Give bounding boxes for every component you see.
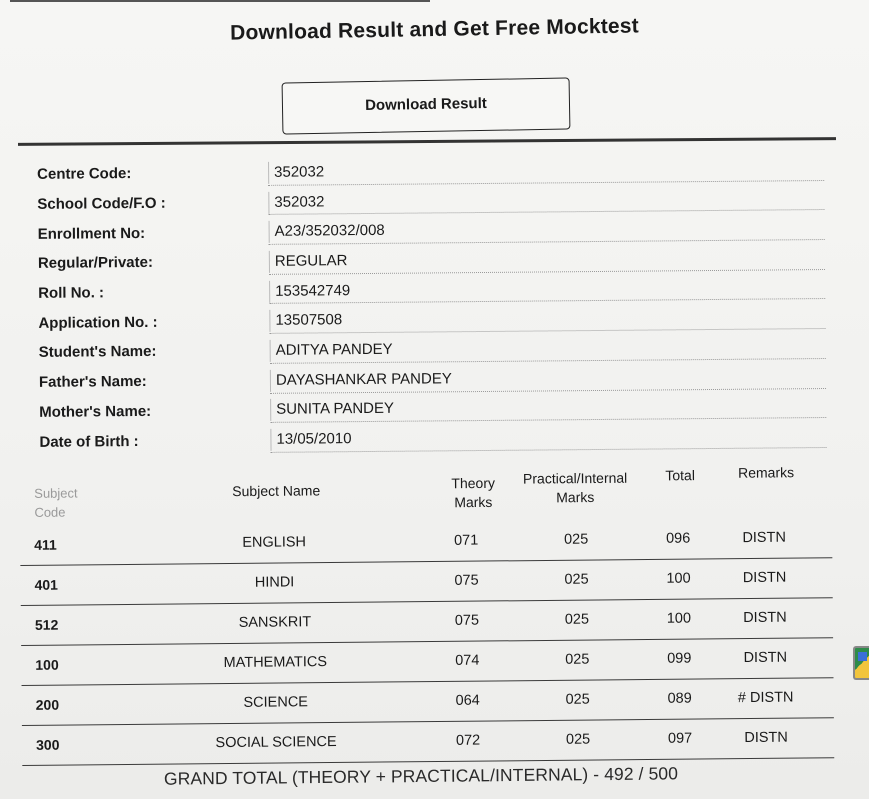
theory-marks: 075 bbox=[454, 572, 479, 589]
theory-marks: 071 bbox=[453, 532, 479, 549]
subject-code: 401 bbox=[34, 576, 59, 593]
header-subject-code bbox=[34, 483, 78, 521]
download-result-button[interactable]: Download Result bbox=[282, 77, 571, 134]
subject-code: 411 bbox=[34, 536, 57, 553]
header-text: Subject bbox=[34, 485, 78, 501]
subject-code: 300 bbox=[36, 736, 60, 753]
detail-label: Father's Name: bbox=[38, 373, 147, 392]
subject-code: 100 bbox=[35, 656, 59, 673]
table-row bbox=[22, 718, 834, 766]
subject-name: MATHEMATICS bbox=[223, 654, 328, 672]
header-text: Marks bbox=[556, 488, 595, 506]
theory-marks: 074 bbox=[455, 652, 480, 669]
header-text: Practical/Internal bbox=[522, 469, 628, 487]
detail-value: DAYASHANKAR PANDEY bbox=[270, 368, 452, 392]
theory-marks: 072 bbox=[455, 732, 481, 749]
page-title: Download Result and Get Free Mocktest bbox=[229, 14, 640, 45]
marks-table-header bbox=[20, 459, 832, 522]
detail-value: SUNITA PANDEY bbox=[270, 398, 394, 421]
practical-marks: 025 bbox=[565, 731, 591, 748]
detail-value: 352032 bbox=[268, 191, 324, 213]
practical-marks: 025 bbox=[565, 651, 590, 668]
header-practical-marks bbox=[510, 469, 640, 508]
total-marks: 099 bbox=[667, 650, 692, 667]
header-theory-marks bbox=[438, 474, 508, 513]
subject-code: 512 bbox=[34, 616, 59, 633]
top-divider bbox=[10, 0, 430, 2]
detail-value: ADITYA PANDEY bbox=[270, 339, 393, 362]
detail-label: Mother's Name: bbox=[39, 402, 152, 421]
student-details bbox=[24, 153, 827, 457]
total-marks: 089 bbox=[667, 690, 692, 707]
detail-label: Roll No. : bbox=[38, 284, 105, 302]
remarks: # DISTN bbox=[737, 689, 794, 707]
header-text: Theory bbox=[451, 474, 496, 492]
detail-label: Centre Code: bbox=[37, 165, 132, 184]
practical-marks: 025 bbox=[564, 571, 589, 588]
detail-label: Regular/Private: bbox=[37, 254, 154, 273]
detail-label: School Code/F.O : bbox=[37, 194, 166, 213]
detail-value: 13/05/2010 bbox=[270, 428, 351, 451]
app-shortcut-icon[interactable] bbox=[853, 646, 869, 680]
remarks: DISTN bbox=[744, 729, 788, 747]
theory-marks: 064 bbox=[455, 692, 480, 709]
practical-marks: 025 bbox=[564, 611, 590, 628]
header-text: Code bbox=[34, 504, 66, 520]
subject-name: HINDI bbox=[254, 574, 295, 591]
detail-value: 352032 bbox=[268, 161, 324, 183]
detail-label: Enrollment No: bbox=[37, 224, 146, 243]
practical-marks: 025 bbox=[565, 691, 590, 708]
detail-row bbox=[26, 420, 826, 457]
subject-name: SANSKRIT bbox=[238, 614, 312, 631]
subject-code: 200 bbox=[35, 696, 60, 713]
detail-value: A23/352032/008 bbox=[269, 220, 385, 243]
total-marks: 100 bbox=[666, 610, 692, 627]
subject-name: SOCIAL SCIENCE bbox=[215, 733, 337, 752]
practical-marks: 025 bbox=[563, 531, 589, 548]
subject-name: SCIENCE bbox=[243, 694, 309, 711]
header-remarks: Remarks bbox=[738, 464, 795, 481]
detail-value: REGULAR bbox=[269, 250, 348, 273]
remarks: DISTN bbox=[742, 529, 786, 547]
detail-label: Application No. : bbox=[38, 313, 158, 332]
remarks: DISTN bbox=[743, 649, 788, 667]
detail-value: 153542749 bbox=[269, 280, 350, 303]
detail-label: Student's Name: bbox=[38, 343, 157, 362]
total-marks: 097 bbox=[667, 730, 693, 747]
header-subject-name: Subject Name bbox=[232, 482, 321, 500]
header-total: Total bbox=[665, 467, 695, 484]
detail-value: 13507508 bbox=[269, 310, 342, 333]
total-marks: 100 bbox=[666, 570, 691, 587]
marks-table bbox=[20, 518, 834, 766]
detail-label: Date of Birth : bbox=[39, 432, 139, 451]
remarks: DISTN bbox=[742, 569, 787, 587]
header-text: Marks bbox=[454, 493, 493, 511]
subject-name: ENGLISH bbox=[242, 534, 307, 551]
theory-marks: 075 bbox=[454, 612, 480, 629]
grand-total: GRAND TOTAL (THEORY + PRACTICAL/INTERNAL) - 492 / 500 bbox=[163, 763, 679, 789]
section-divider bbox=[18, 137, 836, 146]
total-marks: 096 bbox=[665, 530, 691, 547]
remarks: DISTN bbox=[743, 609, 787, 627]
